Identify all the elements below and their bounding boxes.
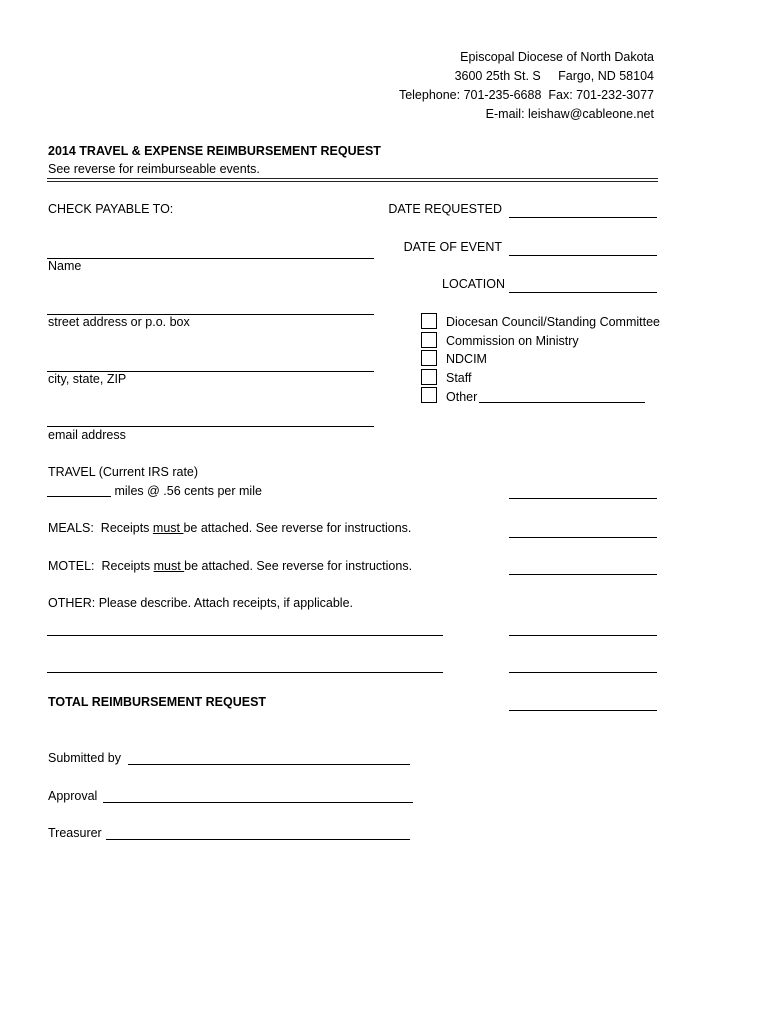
date-of-event-field[interactable]	[509, 241, 657, 256]
category-label-diocesan-council: Diocesan Council/Standing Committee	[446, 315, 660, 329]
category-label-ndcim: NDCIM	[446, 352, 487, 366]
total-reimbursement-label: TOTAL REIMBURSEMENT REQUEST	[48, 695, 267, 709]
submitted-by-label: Submitted by	[48, 751, 121, 765]
motel-amount-line[interactable]	[509, 574, 657, 575]
approval-line[interactable]	[103, 802, 413, 803]
city-state-zip-label: city, state, ZIP	[48, 372, 127, 386]
date-requested-label: DATE REQUESTED	[388, 202, 502, 216]
motel-label-suffix: be attached. See reverse for instructions.	[184, 559, 413, 573]
name-label: Name	[48, 259, 82, 273]
meals-amount-line[interactable]	[509, 537, 657, 538]
other-amount-line-2[interactable]	[509, 672, 657, 673]
category-label-commission-on-ministry: Commission on Ministry	[446, 334, 579, 348]
date-of-event-label: DATE OF EVENT	[403, 240, 502, 254]
checkbox-other[interactable]	[421, 387, 437, 403]
travel-label: TRAVEL (Current IRS rate)	[48, 465, 199, 479]
title-divider-top	[47, 178, 658, 179]
org-email: E-mail: leishaw@cableone.net	[485, 107, 654, 121]
treasurer-label: Treasurer	[48, 826, 102, 840]
street-address-field[interactable]	[47, 298, 374, 315]
check-payable-label: CHECK PAYABLE TO:	[48, 202, 174, 216]
other-expense-label: OTHER: Please describe. Attach receipts, if applicable.	[48, 596, 354, 610]
miles-input-line[interactable]	[47, 496, 111, 497]
name-field[interactable]	[47, 242, 374, 259]
meals-label-must: must	[152, 521, 184, 535]
location-field[interactable]	[509, 278, 657, 293]
total-amount-line[interactable]	[509, 710, 657, 711]
street-address-label: street address or p.o. box	[48, 315, 190, 329]
meals-label-prefix: MEALS: Receipts	[48, 521, 153, 535]
title-divider-bottom	[47, 181, 658, 182]
city-state-zip-field[interactable]	[47, 355, 374, 372]
location-label: LOCATION	[442, 277, 505, 291]
checkbox-staff[interactable]	[421, 369, 437, 385]
other-description-line-2[interactable]	[47, 672, 443, 673]
date-requested-field[interactable]	[509, 203, 657, 218]
category-label-other: Other	[446, 390, 478, 404]
org-name: Episcopal Diocese of North Dakota	[460, 50, 654, 64]
other-specify-line[interactable]	[479, 402, 645, 403]
email-address-label: email address	[48, 428, 126, 442]
checkbox-commission-on-ministry[interactable]	[421, 332, 437, 348]
checkbox-diocesan-council[interactable]	[421, 313, 437, 329]
motel-label-prefix: MOTEL: Receipts	[48, 559, 154, 573]
meals-label	[48, 522, 411, 535]
travel-amount-line[interactable]	[509, 498, 657, 499]
form-subtitle: See reverse for reimburseable events.	[48, 162, 260, 176]
submitted-by-line[interactable]	[128, 764, 410, 765]
org-address: 3600 25th St. S Fargo, ND 58104	[454, 69, 654, 83]
meals-label-suffix: be attached. See reverse for instructions.	[183, 521, 412, 535]
motel-label-must: must	[153, 559, 185, 573]
miles-rate-label: miles @ .56 cents per mile	[111, 484, 262, 498]
approval-label: Approval	[48, 789, 98, 803]
checkbox-ndcim[interactable]	[421, 350, 437, 366]
other-description-line-1[interactable]	[47, 635, 443, 636]
org-phone-fax: Telephone: 701-235-6688 Fax: 701-232-3077	[398, 88, 654, 102]
category-label-staff: Staff	[446, 371, 472, 385]
email-address-field[interactable]	[47, 410, 374, 427]
motel-label	[48, 560, 412, 573]
other-amount-line-1[interactable]	[509, 635, 657, 636]
form-title: 2014 TRAVEL & EXPENSE REIMBURSEMENT REQUEST	[48, 144, 381, 158]
treasurer-line[interactable]	[106, 839, 410, 840]
